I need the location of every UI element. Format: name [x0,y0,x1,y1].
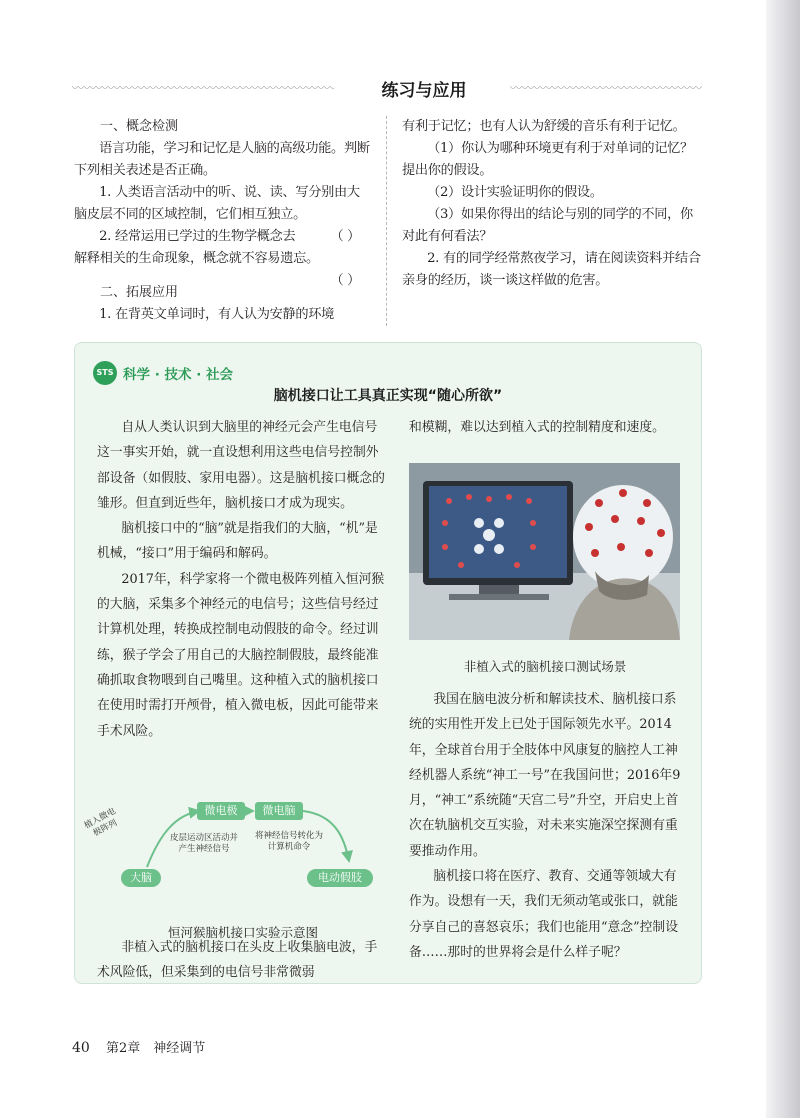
page-edge-shadow [766,0,800,1118]
question-2-text: 2. 经常运用已学过的生物学概念去解释相关的生命现象，概念就不容易遗忘。 [74,229,319,266]
exercise-left-column [74,116,372,326]
sts-right-top [409,415,681,440]
sts-para-2: 脑机接口中的“脑”就是指我们的大脑，“机”是机械，“接口”用于编码和解码。 [97,521,378,562]
header-wave-left [72,86,334,90]
node-electric-limb: 电动假肢 [307,869,373,887]
answer-bracket-2[interactable]: （ ） [330,273,360,288]
sts-para-china: 我国在脑电波分析和解读技术、脑机接口系统的实用性开发上已处于国际领先水平。2014年，全球首台用于全肢体中风康复的脑控人工神经机器人系统“神工一号”在我国问世；2016年9月，“神工”系统随“天宫二号”升空，开启史上首次在轨脑机交互实验，对未来实施深空探测有重要推动作用。 [409,692,681,859]
concept-intro: 语言功能，学习和记忆是人脑的高级功能。判断下列相关表述是否正确。 [74,141,370,178]
label-convert: 将神经信号转化为计算机命令 [254,831,323,852]
sts-title: 脑机接口让工具真正实现“随心所欲” [273,388,503,404]
page-number: 40 [72,1040,90,1056]
header-wave-right [510,86,702,90]
sts-logo: STS [93,361,117,385]
page-footer [72,1037,205,1056]
subquestion-1: （1）你认为哪种环境更有利于对单词的记忆？提出你的假设。 [402,141,693,178]
answer-bracket-1[interactable]: （ ） [330,229,360,244]
exercise-right-column [402,116,702,292]
chapter-label: 第2章 神经调节 [105,1041,206,1056]
sts-reading-box [74,342,702,984]
label-implant: 植入微电极阵列 [82,806,119,839]
sts-para-future: 脑机接口将在医疗、教育、交通等领域大有作为。设想有一天，我们无须动笔或张口，就能分享自己的喜怒哀乐；我们也能用“意念”控制设备……那时的世界将会是什么样子呢？ [409,869,679,960]
node-brain: 大脑 [121,869,161,887]
heading-concept-check: 一、概念检测 [100,119,179,134]
question-1-text: 1. 人类语言活动中的听、说、读、写分别由大脑皮层不同的区域控制，它们相互独立。 [74,185,360,222]
sts-tag: 科学 · 技术 · 社会 [123,367,234,383]
photo-caption: 非植入式的脑机接口测试场景 [463,659,627,674]
question-1 [74,182,372,244]
heading-extension: 二、拓展应用 [100,285,179,300]
sts-para-1: 自从人类认识到大脑里的神经元会产生电信号这一事实开始，就一直设想利用这些电信号控制外部设备（如假肢、家用电器）。这是脑机接口概念的雏形。但直到近些年，脑机接口才成为现实。 [97,420,385,511]
question-3-start: 1. 在背英文单词时，有人认为安静的环境 [99,307,335,322]
sts-left-bottom [97,935,389,986]
bci-test-photo [409,463,680,640]
bci-photo-illustration [409,463,680,640]
sts-para-continued: 和模糊，难以达到植入式的控制精度和速度。 [409,420,665,435]
column-divider [386,116,387,326]
sts-right-column [409,687,681,965]
section-header [72,76,702,100]
sts-left-column [97,415,389,744]
subquestion-2: （2）设计实验证明你的假设。 [427,185,603,200]
node-computer: 微电脑 [255,802,303,820]
question-3-continued: 有利于记忆；也有人认为舒缓的音乐有利于记忆。 [402,119,686,134]
section-title: 练习与应用 [381,81,467,101]
rhesus-experiment-diagram [81,791,411,903]
sts-para-3: 2017年，科学家将一个微电极阵列植入恒河猴的大脑，采集多个神经元的电信号；这些信号经过计算机处理，转换成控制电动假肢的命令。经过训练，猴子学会了用自己的大脑控制假肢，最终能准确抓取食物喂到自己嘴里。这种植入式的脑机接口在使用时需打开颅骨，植入微电板，因此可能带来手术风险。 [97,571,385,739]
subquestion-3: （3）如果你得出的结论与别的同学的不同，你对此有何看法？ [402,207,693,244]
diagram-caption: 恒河猴脑机接口实验示意图 [167,925,318,940]
question-4: 2. 有的同学经常熬夜学习，请在阅读资料并结合亲身的经历，谈一谈这样做的危害。 [402,251,701,288]
label-cortex: 皮层运动区活动并产生神经信号 [169,833,238,854]
sts-para-noninvasive: 非植入式的脑机接口在头皮上收集脑电波，手术风险低，但采集到的电信号非常微弱 [97,940,378,981]
node-electrode: 微电极 [197,802,245,820]
